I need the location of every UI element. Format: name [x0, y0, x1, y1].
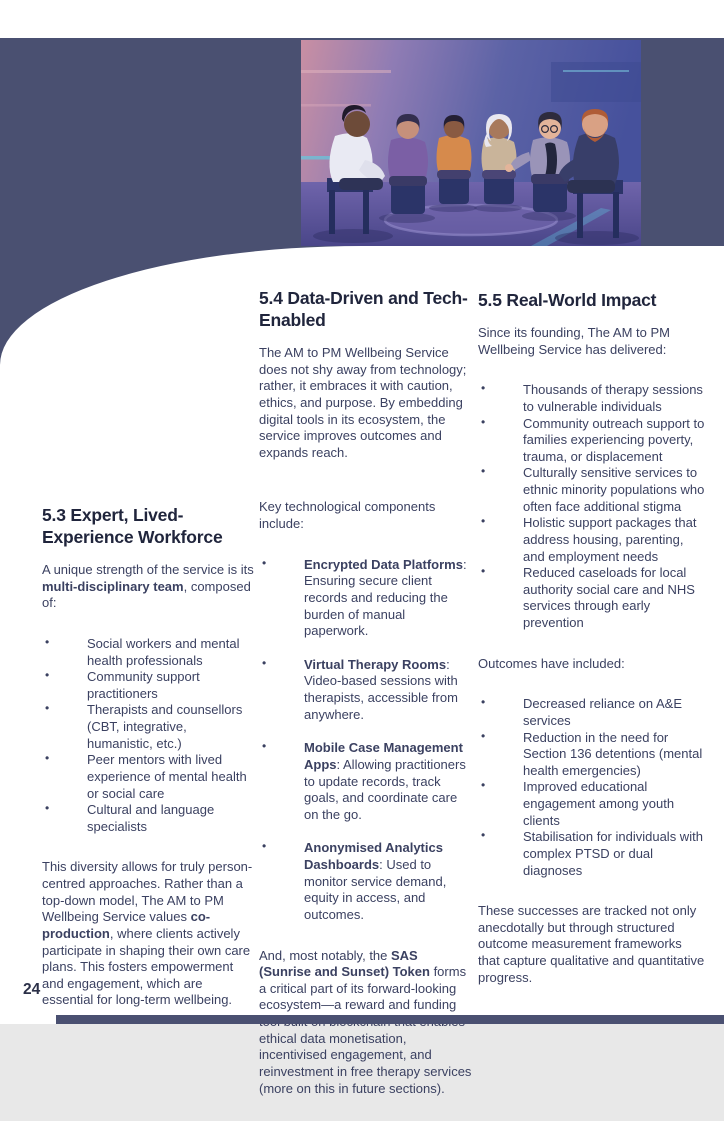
text-run: , composed of:	[42, 578, 251, 611]
bullet-marker: •	[481, 514, 486, 529]
list-item-text	[304, 557, 467, 639]
text-run: Cultural and language specialists	[87, 802, 215, 834]
text-run: A unique strength of the service is its	[42, 562, 254, 578]
text-run: Therapists and counsellors (CBT, integrative, humanistic, etc.)	[87, 702, 243, 751]
bullet-marker: •	[262, 655, 267, 670]
list-item	[478, 730, 706, 780]
list-item-text	[523, 565, 695, 630]
text-run: These successes are tracked not only anecdotally but through structured outcome measurement frameworks that capture qualitative and quantitative progress.	[478, 903, 705, 985]
bullet-marker: •	[45, 634, 50, 649]
bold-text: Mobile Case Management Apps	[304, 740, 463, 772]
text-run: : Allowing practitioners to update records, track goals, and coordinate care on the go.	[304, 756, 466, 822]
bullet-marker: •	[45, 701, 50, 716]
text-run: Holistic support packages that address housing, parenting, and employment needs	[523, 515, 697, 564]
bullet-marker: •	[45, 668, 50, 683]
window-light-line	[301, 70, 391, 73]
text-run: Improved educational engagement among youth clients	[523, 779, 675, 828]
list-item	[259, 840, 473, 923]
text-run: : Ensuring secure client records and reducing the burden of manual paperwork.	[304, 556, 467, 639]
text-run: : Used to monitor service demand, equity in access, and outcomes.	[304, 857, 447, 922]
list-item	[478, 465, 706, 515]
text-run: Community support practitioners	[87, 669, 200, 701]
list-item	[42, 802, 256, 835]
list-item-text	[87, 752, 247, 800]
footer-bar	[56, 1015, 724, 1024]
list-item-text	[523, 465, 704, 513]
bullet-list	[259, 557, 473, 924]
list-item-text	[87, 669, 200, 701]
text-run: forms a critical part of its forward-looking ecosystem—a reward and funding ethical data monetisation, incentivised engagement, and reinvestment in free therapy services (more on this in future sections).	[259, 964, 472, 1096]
bullet-marker: •	[481, 728, 486, 743]
list-item	[478, 696, 706, 729]
text-run: : Video-based sessions with therapists, accessible from anywhere.	[304, 656, 458, 722]
bullet-marker: •	[481, 564, 486, 579]
text-run: Decreased reliance on A&E services	[523, 696, 682, 728]
text-run: Since its founding, The AM to PM Wellbeing Service has delivered:	[478, 325, 670, 357]
list-item	[478, 416, 706, 466]
bold-text: co-production	[42, 909, 211, 941]
list-item	[42, 752, 256, 802]
section-heading-5-4: 5.4 Data-Driven and Tech- Enabled	[259, 288, 468, 331]
text-run: Community outreach support to families experiencing poverty, trauma, or displacement	[523, 415, 705, 464]
list-item	[259, 657, 473, 724]
bullet-marker: •	[481, 414, 486, 429]
bullet-list	[42, 636, 256, 836]
list-item-text	[304, 740, 466, 822]
text-run: And, most notably, the	[259, 947, 391, 963]
bold-text: Virtual Therapy Rooms	[304, 656, 447, 672]
list-item-text	[523, 416, 704, 464]
bullet-list	[478, 382, 706, 631]
bullet-marker: •	[262, 739, 267, 754]
text-run: Key technological components include:	[259, 499, 436, 532]
text-run: Social workers and mental health professionals	[87, 635, 240, 668]
list-item	[478, 565, 706, 632]
bold-text: Encrypted Data Platforms	[304, 556, 463, 572]
bullet-marker: •	[481, 778, 486, 793]
list-item	[478, 382, 706, 415]
paragraph	[478, 656, 706, 673]
bold-text: multi-disciplinary team	[42, 578, 184, 594]
list-item	[478, 515, 706, 565]
list-item	[478, 829, 706, 879]
bullet-marker: •	[45, 751, 50, 766]
bullet-marker: •	[481, 464, 486, 479]
bullet-marker: •	[45, 801, 50, 816]
group-therapy-illustration-svg	[301, 40, 641, 246]
list-item-text	[304, 657, 458, 722]
list-item-text	[87, 802, 214, 834]
bullet-list	[478, 696, 706, 879]
text-run: Reduction in the need for Section 136 detentions (mental health emergencies)	[523, 729, 703, 778]
list-item-text	[523, 829, 703, 877]
text-run: Peer mentors with lived experience of mental health or social care	[87, 752, 247, 801]
section-column-5-4	[259, 287, 473, 1121]
bullet-marker: •	[262, 555, 267, 570]
bullet-marker: •	[481, 828, 486, 843]
text-run: Outcomes have included:	[478, 655, 625, 671]
section-column-5-5	[478, 289, 706, 1010]
text-run: Stabilisation for individuals with complex PTSD or dual diagnoses	[523, 829, 703, 878]
bullet-marker: •	[481, 381, 486, 396]
list-item-text	[523, 515, 696, 563]
page-number: 24	[23, 981, 41, 998]
text-run: Culturally sensitive services to ethnic minority populations who often face additional stigma	[523, 465, 705, 514]
paragraph	[478, 903, 706, 986]
text-run: The AM to PM Wellbeing Service does not shy away from technology; rather, it embraces it with caution, ethics, and purpose. By embedding digital tools in its ecosystem, the service improves outcomes and expands reach.	[259, 345, 467, 460]
text-run: Reduced caseloads for local authority social care and NHS services through early prevention	[523, 565, 695, 631]
list-item-text	[523, 779, 674, 827]
list-item-text	[87, 702, 242, 750]
list-item-text	[523, 382, 703, 414]
group-therapy-illustration	[301, 40, 641, 246]
text-run: , where clients actively participate in shaping their own care plans. This fosters empowerment and engagement, which are essential for long-term wellbeing.	[42, 925, 251, 1008]
background-panel	[551, 62, 641, 102]
section-heading-5-3: 5.3 Expert, Lived- Experience Workforce	[42, 505, 223, 548]
bold-text: Anonymised Analytics Dashboards	[304, 840, 443, 873]
bold-text: SAS (Sunrise and Sunset) Token	[259, 947, 430, 980]
list-item-text	[523, 696, 682, 728]
paragraph	[42, 562, 256, 612]
bullet-marker: •	[481, 695, 486, 710]
paragraph	[259, 499, 473, 532]
paragraph	[478, 325, 706, 358]
paragraph	[259, 345, 473, 461]
list-item-text	[523, 730, 702, 778]
section-column-5-3	[42, 504, 256, 1033]
list-item	[42, 669, 256, 702]
list-item	[42, 702, 256, 752]
text-run: This diversity allows for truly person-centred approaches. Rather than a top-down model, The AM to PM Wellbeing Service values	[42, 859, 253, 925]
paragraph	[42, 859, 256, 1009]
list-item	[259, 557, 473, 640]
bullet-marker: •	[262, 839, 267, 854]
list-item	[42, 636, 256, 669]
list-item-text	[87, 636, 239, 668]
text-run: Thousands of therapy sessions to vulnerable individuals	[523, 382, 703, 414]
list-item	[478, 779, 706, 829]
window-light-line	[301, 104, 371, 107]
section-heading-5-5: 5.5 Real-World Impact	[478, 290, 657, 310]
list-item	[259, 740, 473, 823]
list-item-text	[304, 840, 446, 922]
panel-glow	[563, 70, 629, 72]
